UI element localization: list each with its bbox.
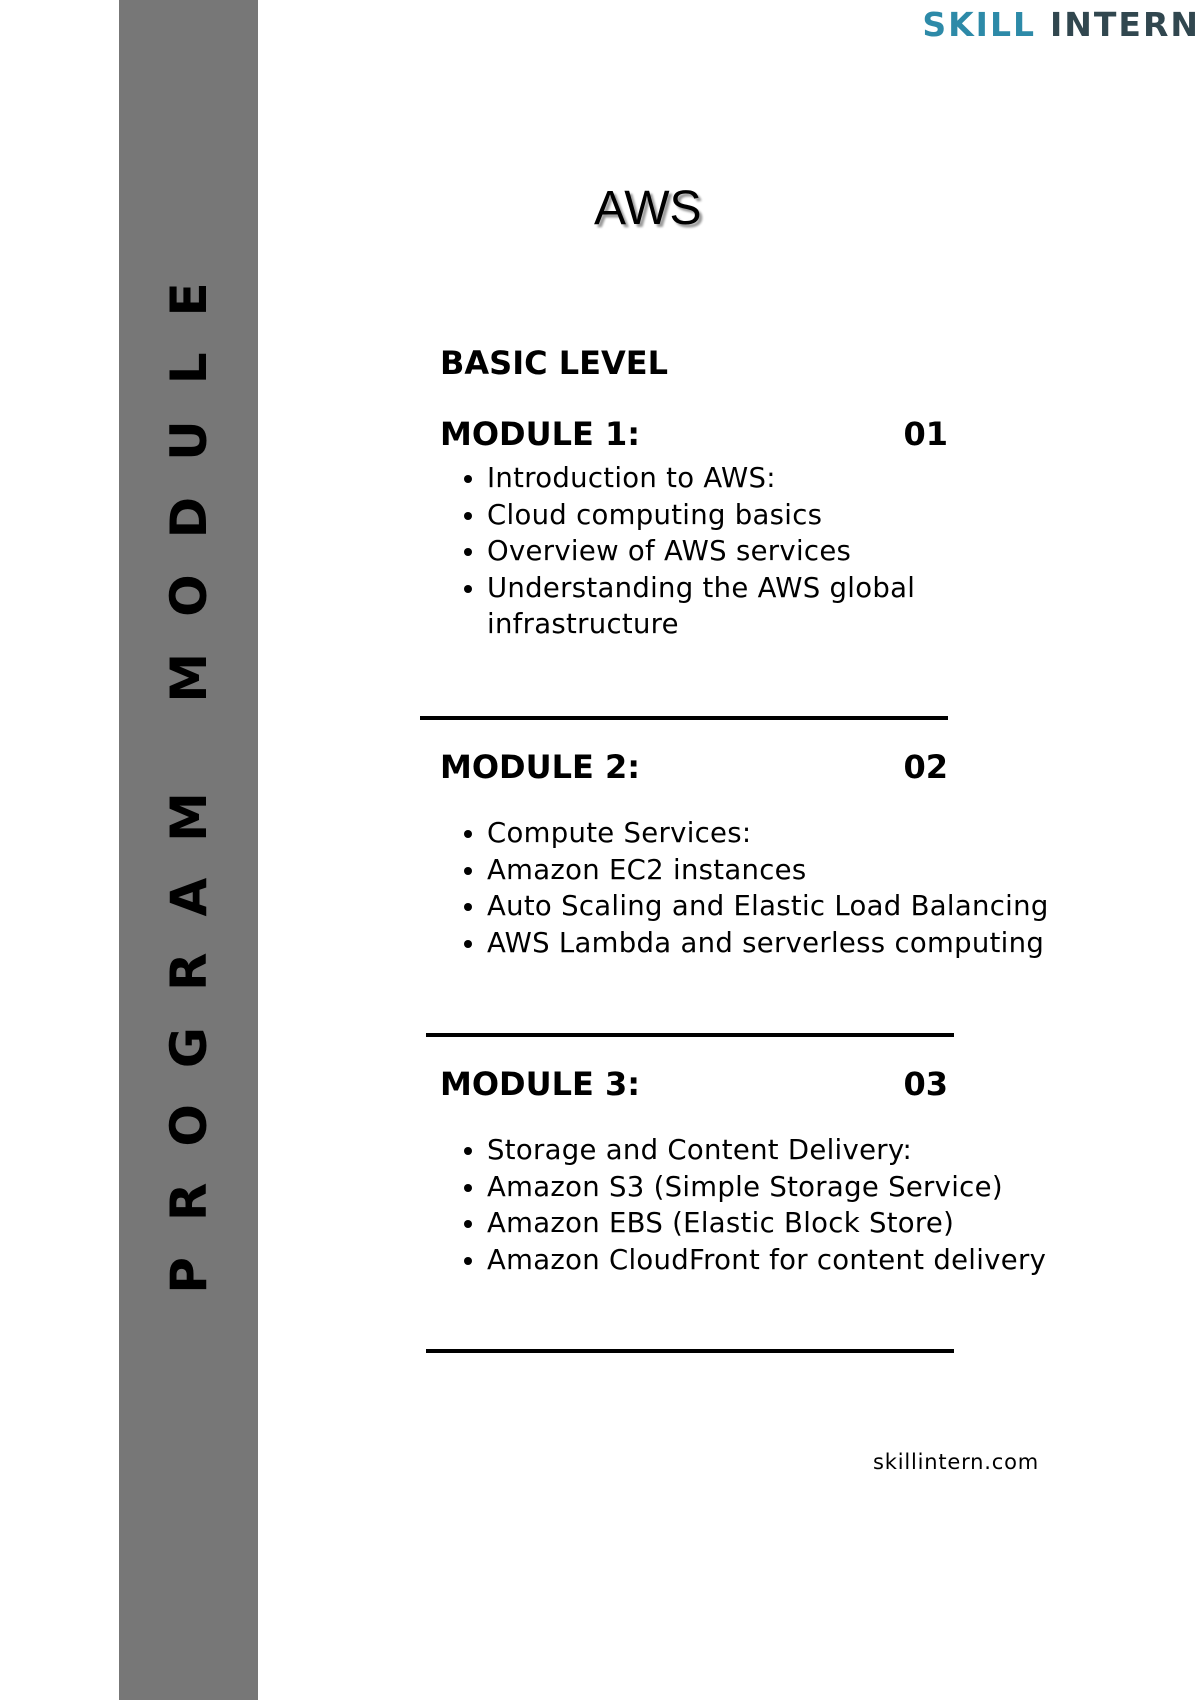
list-item: • Introduction to AWS: — [487, 460, 957, 497]
divider — [426, 1349, 954, 1353]
brand-logo — [922, 5, 1200, 44]
level-heading: BASIC LEVEL — [440, 344, 668, 382]
module-2-title: MODULE 2: — [440, 748, 641, 786]
sidebar-band — [119, 0, 258, 1700]
list-item: • Amazon EBS (Elastic Block Store) — [487, 1205, 1107, 1242]
list-item: • Amazon CloudFront for content delivery — [487, 1242, 1107, 1279]
module-1-list — [455, 460, 957, 643]
list-item: • Cloud computing basics — [487, 497, 957, 534]
brand-word-2: INTERN — [1050, 5, 1200, 44]
module-3-heading — [440, 1065, 948, 1103]
list-item: • AWS Lambda and serverless computing — [487, 925, 1107, 962]
list-item: • Storage and Content Delivery: — [487, 1132, 1107, 1169]
module-2-list — [455, 815, 1107, 961]
module-1-heading — [440, 415, 948, 453]
module-2-number: 02 — [903, 748, 948, 786]
page-title: AWS — [594, 182, 702, 235]
divider — [420, 716, 948, 720]
module-3-number: 03 — [903, 1065, 948, 1103]
list-item: • Auto Scaling and Elastic Load Balancing — [487, 888, 1107, 925]
module-1-number: 01 — [903, 415, 948, 453]
list-item: • Overview of AWS services — [487, 533, 957, 570]
list-item: • Understanding the AWS global infrastructure — [487, 570, 957, 643]
module-2-heading — [440, 748, 948, 786]
list-item: • Amazon EC2 instances — [487, 852, 1107, 889]
list-item: • Amazon S3 (Simple Storage Service) — [487, 1169, 1107, 1206]
list-item: • Compute Services: — [487, 815, 1107, 852]
divider — [426, 1033, 954, 1037]
website-link[interactable]: skillintern.com — [873, 1450, 1040, 1474]
module-3-title: MODULE 3: — [440, 1065, 641, 1103]
module-1-title: MODULE 1: — [440, 415, 641, 453]
sidebar-label: PROGRAM MODULE — [159, 246, 218, 1294]
brand-word-1: SKILL — [922, 5, 1037, 44]
module-3-list — [455, 1132, 1107, 1278]
